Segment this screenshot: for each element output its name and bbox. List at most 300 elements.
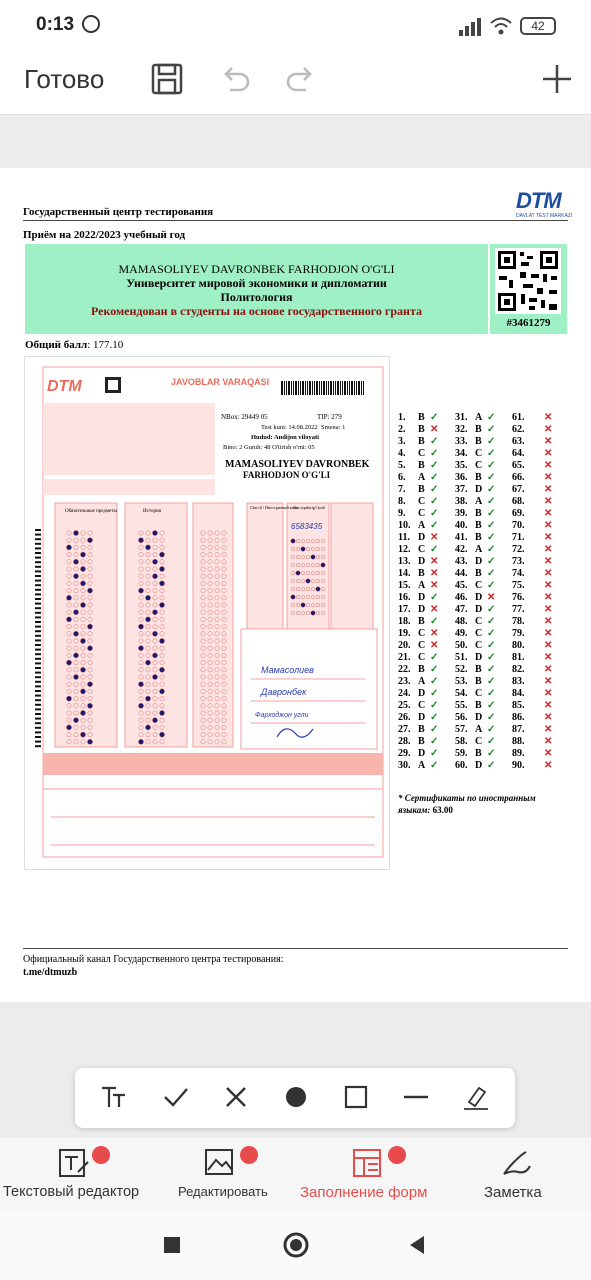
sheet-signature-1: Мамасолиев <box>261 665 314 675</box>
edit-image-icon <box>204 1148 236 1178</box>
wrong-icon: ✕ <box>544 688 553 699</box>
correct-icon: ✓ <box>430 748 439 759</box>
correct-icon: ✓ <box>487 436 496 447</box>
footer-divider <box>23 948 568 949</box>
answer-row <box>398 676 454 688</box>
answer-row <box>398 568 454 580</box>
answer-row <box>512 748 568 760</box>
sheet-region: Hudud: Andijon viloyati <box>251 434 319 441</box>
sheet-building: Bino: 2 Guruh: 48 O'tirish o'rni: 05 <box>223 444 315 451</box>
answer-letter: B <box>475 700 482 711</box>
answer-number: 40. <box>455 520 468 531</box>
wrong-icon: ✕ <box>544 424 553 435</box>
answer-number: 49. <box>455 628 468 639</box>
answer-row <box>398 724 454 736</box>
answer-letter: C <box>475 460 483 471</box>
answer-letter: D <box>475 604 483 615</box>
answer-number: 63. <box>512 436 525 447</box>
wrong-icon: ✕ <box>430 640 439 651</box>
add-icon[interactable] <box>540 62 574 96</box>
sheet-signature-2: Давронбек <box>261 687 307 697</box>
answer-letter: B <box>418 724 425 735</box>
answer-number: 69. <box>512 508 525 519</box>
sheet-col3-title: Chet til / Иностранный язык <box>250 505 298 510</box>
nav-label: Текстовый редактор <box>3 1184 140 1200</box>
answer-number: 47. <box>455 604 468 615</box>
answer-number: 76. <box>512 592 525 603</box>
premium-badge-icon <box>240 1146 258 1164</box>
answer-letter: C <box>475 688 483 699</box>
qr-box <box>490 244 567 334</box>
answer-number: 17. <box>398 604 411 615</box>
answer-number: 41. <box>455 532 468 543</box>
answer-letter: A <box>475 496 483 507</box>
answer-letter: B <box>418 736 425 747</box>
nav-text-editor[interactable] <box>0 1138 148 1210</box>
answer-number: 20. <box>398 640 411 651</box>
answer-row <box>455 688 511 700</box>
save-icon[interactable] <box>150 62 184 96</box>
wrong-icon: ✕ <box>544 676 553 687</box>
answer-letter: D <box>418 748 426 759</box>
answer-row <box>398 508 454 520</box>
correct-icon: ✓ <box>487 724 496 735</box>
answer-row <box>398 424 454 436</box>
correct-icon: ✓ <box>487 676 496 687</box>
answer-number: 71. <box>512 532 525 543</box>
answer-number: 31. <box>455 412 468 423</box>
answer-letter: B <box>418 616 425 627</box>
answer-row <box>512 640 568 652</box>
answer-row <box>398 472 454 484</box>
correct-icon: ✓ <box>430 760 439 771</box>
answer-row <box>512 700 568 712</box>
answer-number: 25. <box>398 700 411 711</box>
wrong-icon: ✕ <box>544 712 553 723</box>
answer-number: 23. <box>398 676 411 687</box>
answer-row <box>455 640 511 652</box>
answer-letter: B <box>475 568 482 579</box>
answer-row <box>512 568 568 580</box>
correct-icon: ✓ <box>430 700 439 711</box>
answer-number: 64. <box>512 448 525 459</box>
answer-row <box>398 448 454 460</box>
wrong-icon: ✕ <box>544 580 553 591</box>
answer-row <box>512 544 568 556</box>
cross-icon[interactable] <box>221 1082 251 1112</box>
done-button[interactable]: Готово <box>24 64 105 94</box>
answer-letter: A <box>418 472 426 483</box>
wrong-icon: ✕ <box>544 508 553 519</box>
check-icon[interactable] <box>161 1082 191 1112</box>
answer-row <box>455 664 511 676</box>
answer-letter: C <box>475 628 483 639</box>
answer-letter: A <box>418 676 426 687</box>
sheet-title: JAVOBLAR VARAQASI <box>171 377 270 387</box>
wrong-icon: ✕ <box>544 412 553 423</box>
answer-row <box>455 412 511 424</box>
answer-number: 2. <box>398 424 406 435</box>
answer-row <box>512 448 568 460</box>
correct-icon: ✓ <box>487 628 496 639</box>
answer-row <box>398 544 454 556</box>
answer-row <box>398 592 454 604</box>
answer-row <box>455 484 511 496</box>
correct-icon: ✓ <box>430 484 439 495</box>
correct-icon: ✓ <box>487 640 496 651</box>
answers-column <box>398 412 454 772</box>
correct-icon: ✓ <box>487 448 496 459</box>
wrong-icon: ✕ <box>544 568 553 579</box>
answer-letter: D <box>475 760 483 771</box>
back-icon[interactable] <box>406 1234 428 1256</box>
correct-icon: ✓ <box>487 616 496 627</box>
answer-row <box>455 760 511 772</box>
answer-row <box>455 580 511 592</box>
answer-number: 13. <box>398 556 411 567</box>
wrong-icon: ✕ <box>544 496 553 507</box>
correct-icon: ✓ <box>430 520 439 531</box>
answer-row <box>512 604 568 616</box>
answer-row <box>398 736 454 748</box>
answer-row <box>512 532 568 544</box>
answer-row <box>512 760 568 772</box>
wrong-icon: ✕ <box>430 568 439 579</box>
answer-number: 33. <box>455 436 468 447</box>
answer-number: 45. <box>455 580 468 591</box>
wrong-icon: ✕ <box>544 592 553 603</box>
bottom-nav <box>0 1138 591 1210</box>
answer-number: 60. <box>455 760 468 771</box>
answer-number: 43. <box>455 556 468 567</box>
answer-letter: D <box>418 604 426 615</box>
home-icon[interactable] <box>282 1231 310 1259</box>
answer-row <box>455 724 511 736</box>
square-icon[interactable] <box>341 1082 371 1112</box>
answer-row <box>398 748 454 760</box>
sheet-tip: TIP: 279 <box>317 413 342 421</box>
correct-icon: ✓ <box>487 520 496 531</box>
answer-number: 10. <box>398 520 411 531</box>
answer-letter: D <box>418 592 426 603</box>
answer-number: 86. <box>512 712 525 723</box>
answer-letter: D <box>475 652 483 663</box>
answer-number: 56. <box>455 712 468 723</box>
wifi-icon <box>490 16 512 36</box>
answer-number: 51. <box>455 652 468 663</box>
answer-number: 87. <box>512 724 525 735</box>
sheet-col4-title: Test topshirig'i kodi <box>293 505 325 510</box>
answers-column <box>512 412 568 772</box>
signal-icon <box>458 16 482 36</box>
sheet-col1-title: Обязательные предметы <box>65 509 117 514</box>
answer-number: 8. <box>398 496 406 507</box>
correct-icon: ✓ <box>487 652 496 663</box>
answer-letter: B <box>475 472 482 483</box>
answer-letter: B <box>475 436 482 447</box>
answer-number: 29. <box>398 748 411 759</box>
answer-row <box>398 556 454 568</box>
answer-row <box>455 508 511 520</box>
answer-number: 35. <box>455 460 468 471</box>
center-title: Государственный центр тестирования <box>23 206 214 218</box>
answer-row <box>455 712 511 724</box>
wrong-icon: ✕ <box>544 628 553 639</box>
score-label: Общий балл <box>25 339 88 351</box>
sheet-test-day: Test kuni: 14.08.2022 <box>261 424 318 431</box>
answer-number: 24. <box>398 688 411 699</box>
wrong-icon: ✕ <box>544 460 553 471</box>
correct-icon: ✓ <box>487 532 496 543</box>
correct-icon: ✓ <box>487 760 496 771</box>
correct-icon: ✓ <box>487 748 496 759</box>
answer-letter: A <box>418 760 426 771</box>
answer-row <box>398 520 454 532</box>
answer-row <box>398 760 454 772</box>
answer-row <box>512 472 568 484</box>
student-name: MAMASOLIYEV DAVRONBEK FARHODJON O'G'LI <box>118 262 395 276</box>
correct-icon: ✓ <box>430 448 439 459</box>
sheet-code: 6583435 <box>291 522 323 531</box>
answer-row <box>455 736 511 748</box>
answer-sheet-scan <box>24 356 390 870</box>
wrong-icon: ✕ <box>544 724 553 735</box>
answer-number: 34. <box>455 448 468 459</box>
answer-row <box>455 604 511 616</box>
correct-icon: ✓ <box>487 688 496 699</box>
answer-number: 9. <box>398 508 406 519</box>
line-icon[interactable] <box>401 1082 431 1112</box>
header-divider <box>23 220 568 221</box>
answer-row <box>512 556 568 568</box>
answer-row <box>398 532 454 544</box>
answer-letter: C <box>475 736 483 747</box>
answer-letter: B <box>475 664 482 675</box>
answer-letter: C <box>475 616 483 627</box>
answer-number: 22. <box>398 664 411 675</box>
wrong-icon: ✕ <box>430 424 439 435</box>
text-size-icon[interactable] <box>99 1082 129 1112</box>
qr-code-icon <box>495 248 561 314</box>
answer-letter: C <box>475 640 483 651</box>
sheet-name-1: MAMASOLIYEV DAVRONBEK <box>225 459 370 470</box>
answer-number: 84. <box>512 688 525 699</box>
dtm-logo: DTM <box>516 188 561 213</box>
answer-number: 36. <box>455 472 468 483</box>
answer-row <box>455 532 511 544</box>
wrong-icon: ✕ <box>544 484 553 495</box>
certificate-note: * Сертификаты по иностранным языкам: 63.00 <box>398 793 536 815</box>
wrong-icon: ✕ <box>430 532 439 543</box>
answer-row <box>455 568 511 580</box>
answer-number: 70. <box>512 520 525 531</box>
answer-number: 68. <box>512 496 525 507</box>
wrong-icon: ✕ <box>544 436 553 447</box>
answer-letter: D <box>475 712 483 723</box>
answer-row <box>512 484 568 496</box>
answer-number: 55. <box>455 700 468 711</box>
certificate-value: 63.00 <box>432 805 453 815</box>
wrong-icon: ✕ <box>544 520 553 531</box>
answer-letter: A <box>475 412 483 423</box>
answer-row <box>512 424 568 436</box>
correct-icon: ✓ <box>430 712 439 723</box>
correct-icon: ✓ <box>487 556 496 567</box>
answer-number: 74. <box>512 568 525 579</box>
dot-icon[interactable] <box>281 1082 311 1112</box>
answer-letter: C <box>475 448 483 459</box>
answer-number: 58. <box>455 736 468 747</box>
answer-row <box>512 736 568 748</box>
answer-number: 18. <box>398 616 411 627</box>
wrong-icon: ✕ <box>544 616 553 627</box>
correct-icon: ✓ <box>487 664 496 675</box>
certificate-label: * Сертификаты по иностранным языкам <box>398 793 536 815</box>
answer-row <box>512 520 568 532</box>
sheet-signature-3: Фарходжон угли <box>255 712 309 719</box>
answer-letter: B <box>475 508 482 519</box>
answer-number: 46. <box>455 592 468 603</box>
correct-icon: ✓ <box>487 700 496 711</box>
correct-icon: ✓ <box>430 724 439 735</box>
answer-letter: B <box>418 460 425 471</box>
university-name: Университет мировой экономики и дипломатии <box>126 276 387 290</box>
wrong-icon: ✕ <box>544 760 553 771</box>
answer-letter: D <box>418 556 426 567</box>
correct-icon: ✓ <box>430 508 439 519</box>
answer-row <box>512 724 568 736</box>
sheet-nbox: NBox: 29449 05 <box>221 413 268 421</box>
correct-icon: ✓ <box>430 592 439 603</box>
answer-number: 30. <box>398 760 411 771</box>
answer-letter: B <box>418 568 425 579</box>
status-time: 0:13 <box>36 14 75 35</box>
wrong-icon: ✕ <box>430 556 439 567</box>
wrong-icon: ✕ <box>544 472 553 483</box>
nav-edit[interactable] <box>148 1138 296 1210</box>
answer-row <box>512 688 568 700</box>
answer-letter: C <box>418 640 426 651</box>
answer-number: 57. <box>455 724 468 735</box>
answer-row <box>455 520 511 532</box>
answer-row <box>512 508 568 520</box>
answer-row <box>512 580 568 592</box>
answer-number: 39. <box>455 508 468 519</box>
answer-row <box>398 484 454 496</box>
answer-row <box>512 616 568 628</box>
channel-link[interactable]: t.me/dtmuzb <box>23 967 78 978</box>
score-value: 177.10 <box>93 339 124 351</box>
wrong-icon: ✕ <box>544 736 553 747</box>
answer-row <box>512 412 568 424</box>
answer-row <box>455 616 511 628</box>
wrong-icon: ✕ <box>544 448 553 459</box>
answer-letter: C <box>418 508 426 519</box>
answer-number: 21. <box>398 652 411 663</box>
answer-number: 6. <box>398 472 406 483</box>
nav-note[interactable] <box>444 1138 591 1210</box>
answer-row <box>455 448 511 460</box>
wrong-icon: ✕ <box>544 544 553 555</box>
answer-row <box>398 436 454 448</box>
answer-row <box>455 676 511 688</box>
answer-row <box>398 412 454 424</box>
answer-letter: B <box>475 676 482 687</box>
answer-number: 7. <box>398 484 406 495</box>
correct-icon: ✓ <box>430 736 439 747</box>
correct-icon: ✓ <box>430 688 439 699</box>
correct-icon: ✓ <box>487 484 496 495</box>
answer-number: 37. <box>455 484 468 495</box>
correct-icon: ✓ <box>487 712 496 723</box>
answer-letter: B <box>418 424 425 435</box>
signature-icon[interactable] <box>461 1082 491 1112</box>
answer-row <box>512 436 568 448</box>
sheet-name-2: FARHODJON O'G'LI <box>243 470 331 480</box>
recents-icon[interactable] <box>162 1235 182 1255</box>
answer-row <box>455 424 511 436</box>
answers-column <box>455 412 511 772</box>
answer-row <box>512 664 568 676</box>
answer-row <box>512 628 568 640</box>
wrong-icon: ✕ <box>430 628 439 639</box>
answer-number: 16. <box>398 592 411 603</box>
correct-icon: ✓ <box>487 568 496 579</box>
answer-number: 53. <box>455 676 468 687</box>
answer-letter: D <box>418 712 426 723</box>
top-toolbar <box>0 52 591 115</box>
answer-letter: C <box>418 652 426 663</box>
answer-number: 15. <box>398 580 411 591</box>
answer-number: 26. <box>398 712 411 723</box>
answer-row <box>398 616 454 628</box>
premium-badge-icon <box>92 1146 110 1164</box>
answer-number: 82. <box>512 664 525 675</box>
answer-row <box>455 472 511 484</box>
system-nav-bar <box>0 1210 591 1280</box>
answer-number: 4. <box>398 448 406 459</box>
answer-letter: B <box>418 412 425 423</box>
answer-row <box>512 652 568 664</box>
answer-number: 32. <box>455 424 468 435</box>
answer-row <box>512 712 568 724</box>
document-page <box>0 168 591 1002</box>
wrong-icon: ✕ <box>430 604 439 615</box>
answer-letter: B <box>418 664 425 675</box>
note-icon <box>500 1148 532 1178</box>
answer-row <box>512 496 568 508</box>
answer-letter: A <box>418 520 426 531</box>
nav-form-fill[interactable] <box>296 1138 444 1210</box>
correct-icon: ✓ <box>430 412 439 423</box>
answer-row <box>398 460 454 472</box>
correct-icon: ✓ <box>487 580 496 591</box>
redo-icon[interactable] <box>284 62 318 96</box>
correct-icon: ✓ <box>430 676 439 687</box>
answer-number: 52. <box>455 664 468 675</box>
wrong-icon: ✕ <box>544 640 553 651</box>
answer-row <box>512 460 568 472</box>
wrong-icon: ✕ <box>544 748 553 759</box>
year-title: Приём на 2022/2023 учебный год <box>23 229 186 241</box>
form-fill-icon <box>352 1148 384 1178</box>
answer-number: 1. <box>398 412 406 423</box>
undo-icon[interactable] <box>218 62 252 96</box>
correct-icon: ✓ <box>487 604 496 615</box>
wrong-icon: ✕ <box>487 592 496 603</box>
answer-number: 54. <box>455 688 468 699</box>
answer-number: 14. <box>398 568 411 579</box>
